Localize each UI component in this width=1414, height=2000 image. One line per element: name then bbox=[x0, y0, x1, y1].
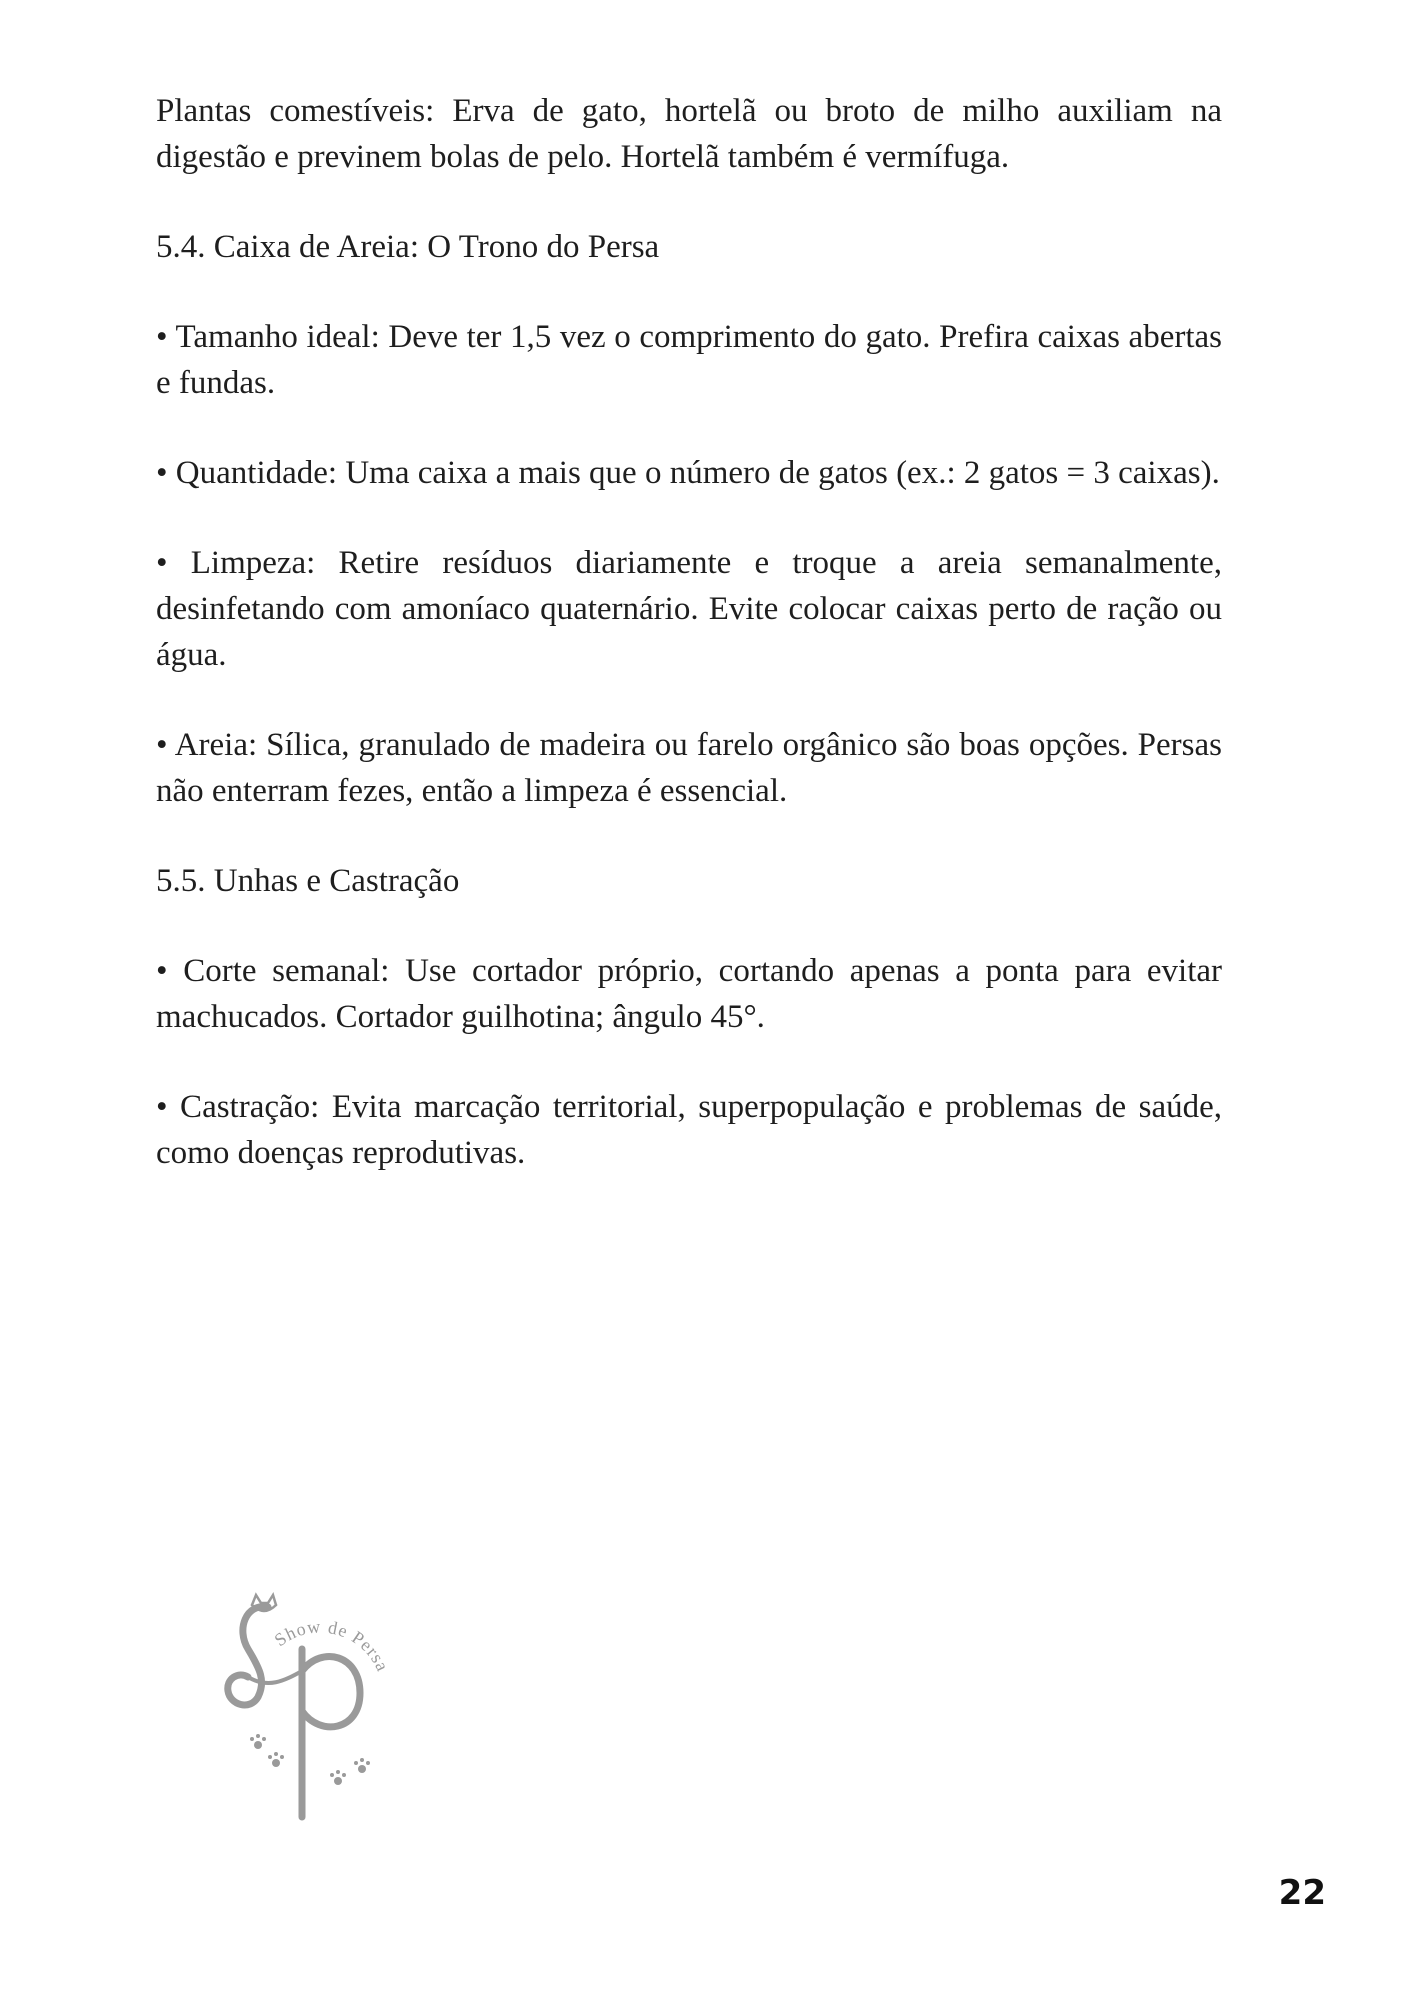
bullet-weekly-trim: • Corte semanal: Use cortador próprio, cortando apenas a ponta para evitar machucados. Cortador guilhotina; ângulo 45°. bbox=[156, 953, 1222, 1035]
section-heading-litter-box: 5.4. Caixa de Areia: O Trono do Persa bbox=[156, 229, 660, 265]
bullet-litter-type: • Areia: Sílica, granulado de madeira ou farelo orgânico são boas opções. Persas não enterram fezes, então a limpeza é essencial. bbox=[156, 727, 1222, 809]
section-heading-nails-castration: 5.5. Unhas e Castração bbox=[156, 863, 460, 899]
page-content bbox=[156, 88, 1222, 1220]
page-number: 22 bbox=[1278, 1873, 1326, 1913]
paragraph-edible-plants: Plantas comestíveis: Erva de gato, hortelã ou broto de milho auxiliam na digestão e previnem bolas de pelo. Hortelã também é vermífuga. bbox=[156, 93, 1222, 175]
show-de-persa-logo-icon bbox=[210, 1585, 430, 1825]
logo-text: Show de Persa bbox=[270, 1616, 394, 1675]
bullet-quantity: • Quantidade: Uma caixa a mais que o número de gatos (ex.: 2 gatos = 3 caixas). bbox=[156, 455, 1220, 491]
bullet-cleaning: • Limpeza: Retire resíduos diariamente e troque a areia semanalmente, desinfetando com amoníaco quaternário. Evite colocar caixas perto de ração ou água. bbox=[156, 545, 1222, 673]
bullet-ideal-size: • Tamanho ideal: Deve ter 1,5 vez o comprimento do gato. Prefira caixas abertas e fundas. bbox=[156, 319, 1222, 401]
bullet-castration: • Castração: Evita marcação territorial, superpopulação e problemas de saúde, como doenças reprodutivas. bbox=[156, 1089, 1222, 1171]
svg-text:Show de Persa bbox=[271, 1616, 394, 1674]
